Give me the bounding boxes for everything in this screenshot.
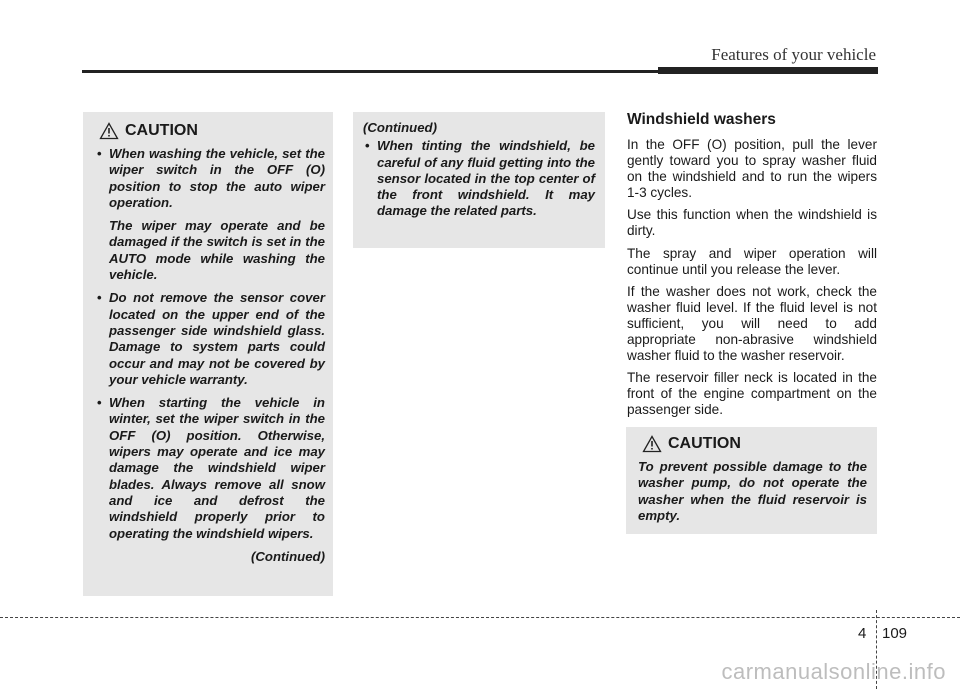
caution-bullet: • Do not remove the sensor cover located on the upper end of the passenger side windshield glass. Damage to system parts could occur and may not be covered by your vehicle warranty. <box>95 290 325 388</box>
header-rule-accent <box>658 67 878 74</box>
body-paragraph: In the OFF (O) position, pull the lever gently toward you to spray washer fluid on the windshield and to run the wipers 1-3 cycles. <box>627 137 877 201</box>
caution-subparagraph: The wiper may operate and be damaged if the switch is set in the AUTO mode while washing the vehicle. <box>109 218 325 283</box>
watermark: carmanualsonline.info <box>721 659 946 684</box>
caution-heading <box>95 122 325 140</box>
continued-label: (Continued) <box>363 120 437 135</box>
caution-box-continued <box>353 112 605 248</box>
caution-bullet: • When tinting the windshield, be careful of any fluid getting into the sensor located in the top center of the front windshield. It may damage the related parts. <box>363 138 595 219</box>
chapter-number: 4 <box>858 625 867 642</box>
page-header-title: Features of your vehicle <box>711 45 876 64</box>
section-title: Windshield washers <box>627 111 776 128</box>
body-paragraph: The reservoir filler neck is located in the front of the engine compartment on the passenger side. <box>627 370 877 418</box>
body-paragraph: Use this function when the windshield is dirty. <box>627 207 877 239</box>
continued-label: (Continued) <box>251 548 325 564</box>
page-number: 109 <box>882 625 908 642</box>
caution-bullet: • When starting the vehicle in winter, set the wiper switch in the OFF (O) position. Otherwise, wipers may operate and ice may damage the windshield wiper blades. Always remove all snow and ice and defrost the windshield properly prior to operating the windshield wipers. <box>95 395 325 542</box>
windshield-washers-section <box>627 111 877 425</box>
footer-rule <box>0 617 960 618</box>
caution-text: To prevent possible damage to the washer pump, do not operate the washer when the fluid reservoir is empty. <box>638 459 867 523</box>
caution-box-right <box>626 427 877 534</box>
body-paragraph: If the washer does not work, check the washer fluid level. If the fluid level is not sufficient, you will need to add appropriate non-abrasive windshield washer fluid to the washer reservoir. <box>627 283 877 364</box>
warning-triangle-icon <box>99 122 119 140</box>
body-paragraph: The spray and wiper operation will continue until you release the lever. <box>627 245 877 277</box>
caution-heading <box>638 435 867 453</box>
caution-label: CAUTION <box>668 435 741 452</box>
warning-triangle-icon <box>642 435 662 453</box>
caution-bullet: • When washing the vehicle, set the wiper switch in the OFF (O) position to stop the auto wiper operation. <box>95 146 325 211</box>
caution-label: CAUTION <box>125 122 198 139</box>
caution-box-left <box>83 112 333 596</box>
